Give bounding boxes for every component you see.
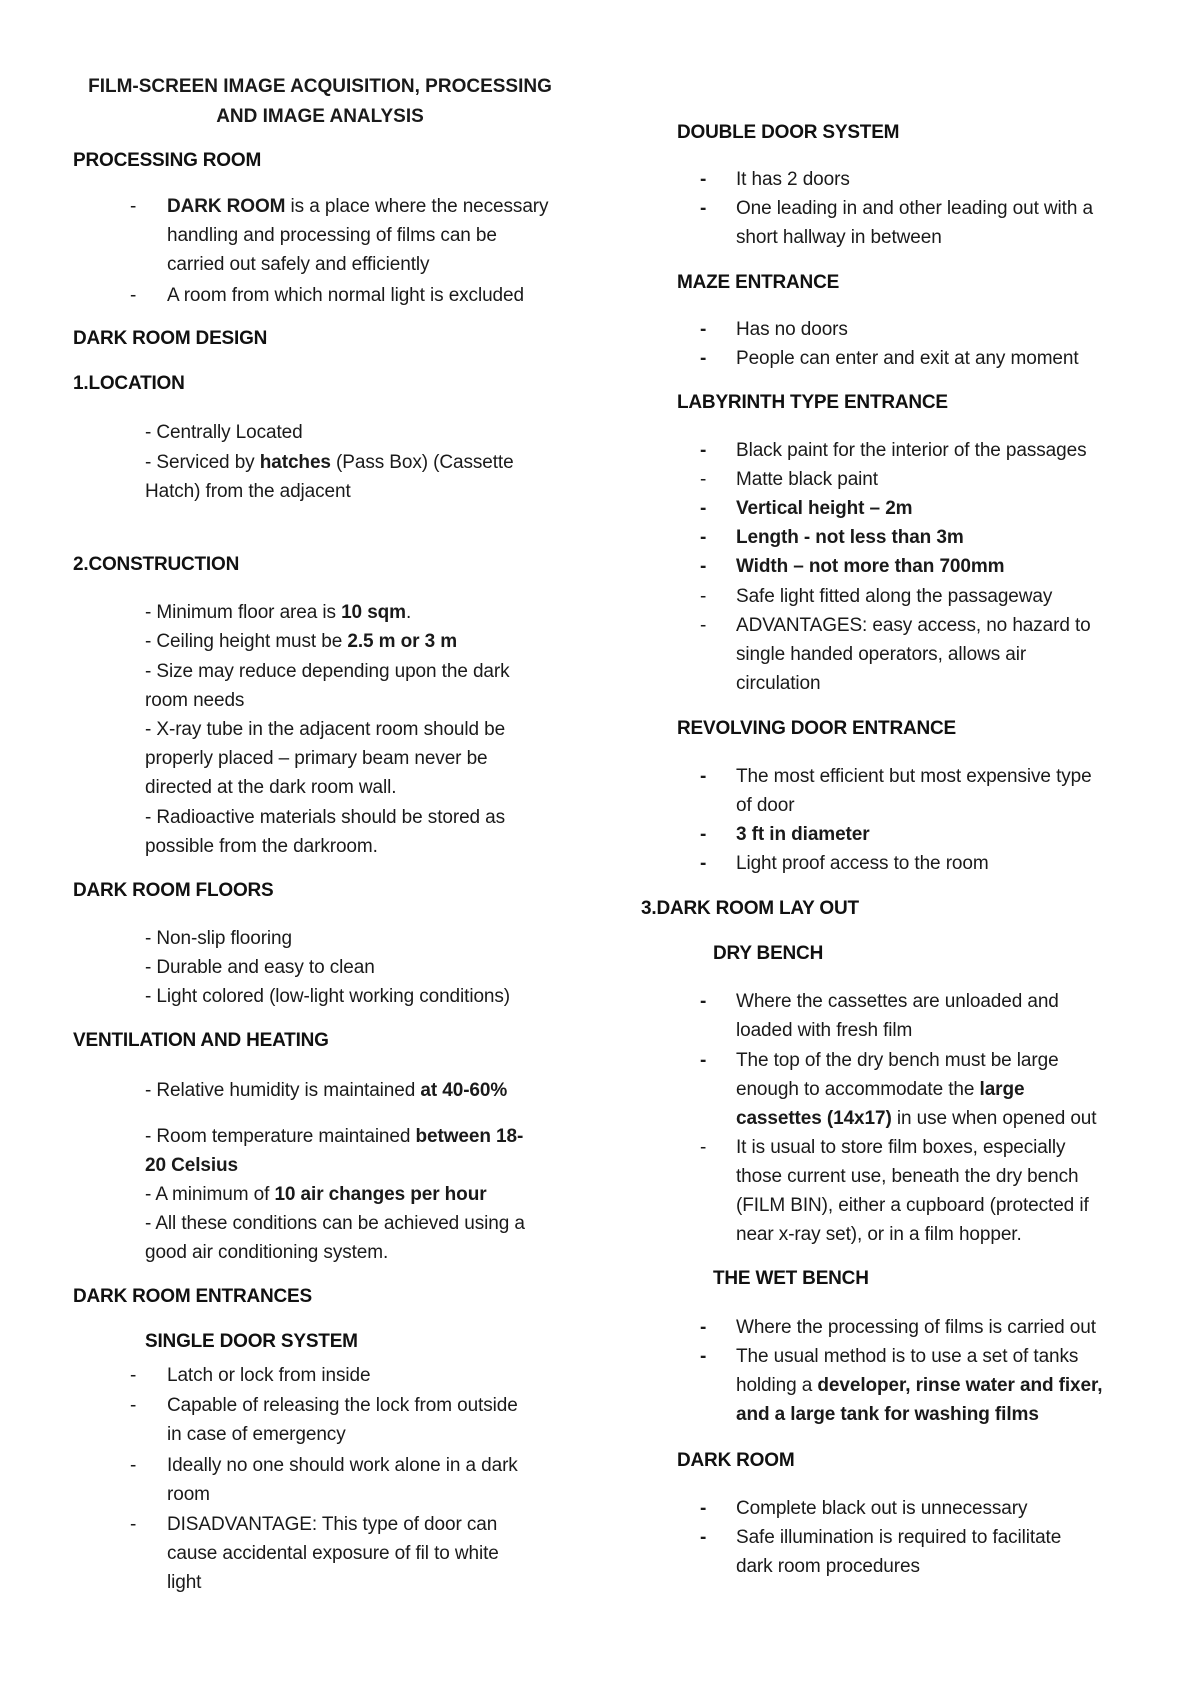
list-item-text: Safe illumination is required to facilitate: [736, 1527, 1062, 1548]
text-line: room needs: [145, 690, 245, 711]
bullet-dash: -: [700, 853, 707, 874]
bullet-dash: -: [700, 824, 707, 845]
text-line: - Durable and easy to clean: [145, 957, 375, 978]
list-item-text: Black paint for the interior of the passages: [736, 440, 1087, 461]
heading-dark-room: DARK ROOM: [677, 1450, 795, 1471]
bullet-dash: -: [130, 285, 137, 306]
text-line: good air conditioning system.: [145, 1242, 389, 1263]
list-item-text: One leading in and other leading out with a: [736, 198, 1093, 219]
text-line: - All these conditions can be achieved using a: [145, 1213, 525, 1234]
list-item-text: enough to accommodate the large: [736, 1079, 1025, 1100]
list-item-text: Vertical height – 2m: [736, 498, 913, 519]
text-line: - Light colored (low-light working conditions): [145, 986, 511, 1007]
text-line: - Non-slip flooring: [145, 928, 292, 949]
list-item-text: (FILM BIN), either a cupboard (protected if: [736, 1195, 1089, 1216]
list-item-text: holding a developer, rinse water and fixer,: [736, 1375, 1103, 1396]
bullet-dash: -: [130, 1395, 137, 1416]
text-line: - Relative humidity is maintained at 40-60%: [145, 1080, 508, 1101]
list-item-text: cassettes (14x17) in use when opened out: [736, 1108, 1097, 1129]
list-item-text: single handed operators, allows air: [736, 644, 1027, 665]
bullet-dash: -: [700, 1050, 707, 1071]
list-item-text: The most efficient but most expensive type: [736, 766, 1092, 787]
list-item-text: Ideally no one should work alone in a dark: [167, 1455, 518, 1476]
list-item-text: Capable of releasing the lock from outside: [167, 1395, 518, 1416]
list-item-text: near x-ray set), or in a film hopper.: [736, 1224, 1022, 1245]
heading-location: 1.LOCATION: [73, 373, 185, 394]
bullet-dash: -: [700, 1498, 707, 1519]
bullet-dash: -: [700, 198, 707, 219]
text-line: - A minimum of 10 air changes per hour: [145, 1184, 487, 1205]
list-item-text: ADVANTAGES: easy access, no hazard to: [736, 615, 1091, 636]
list-item-text: loaded with fresh film: [736, 1020, 913, 1041]
bullet-dash: -: [700, 991, 707, 1012]
bullet-dash: -: [700, 527, 707, 548]
bullet-dash: -: [700, 498, 707, 519]
bullet-dash: -: [700, 586, 707, 607]
list-item-text: cause accidental exposure of fil to white: [167, 1543, 499, 1564]
heading-ventilation: VENTILATION AND HEATING: [73, 1030, 329, 1051]
title-line-1: FILM-SCREEN IMAGE ACQUISITION, PROCESSING: [88, 76, 552, 97]
bullet-dash: -: [700, 1527, 707, 1548]
heading-revolving-door: REVOLVING DOOR ENTRANCE: [677, 718, 957, 739]
list-item-text: Has no doors: [736, 319, 848, 340]
text-line: - Minimum floor area is 10 sqm.: [145, 602, 412, 623]
list-item-text: circulation: [736, 673, 821, 694]
list-item-text: handling and processing of films can be: [167, 225, 497, 246]
list-item-text: and a large tank for washing films: [736, 1404, 1039, 1425]
list-item-text: of door: [736, 795, 795, 816]
heading-dry-bench: DRY BENCH: [713, 943, 824, 964]
list-item-text: in case of emergency: [167, 1424, 346, 1445]
list-item-text: 3 ft in diameter: [736, 824, 870, 845]
text-line: - Centrally Located: [145, 422, 303, 443]
list-item-text: It has 2 doors: [736, 169, 850, 190]
list-item-text: The usual method is to use a set of tanks: [736, 1346, 1079, 1367]
text-line: - Ceiling height must be 2.5 m or 3 m: [145, 631, 458, 652]
heading-dark-room-floors: DARK ROOM FLOORS: [73, 880, 274, 901]
text-line: - Room temperature maintained between 18-: [145, 1126, 524, 1147]
heading-single-door-system: SINGLE DOOR SYSTEM: [145, 1331, 358, 1352]
list-item-text: A room from which normal light is excluded: [167, 285, 524, 306]
bold-term: DARK ROOM: [167, 196, 286, 217]
bullet-dash: -: [700, 440, 707, 461]
list-item-text: room: [167, 1484, 210, 1505]
heading-construction: 2.CONSTRUCTION: [73, 554, 240, 575]
bullet-dash: -: [700, 348, 707, 369]
list-item-text: light: [167, 1572, 202, 1593]
list-item-text: short hallway in between: [736, 227, 942, 248]
bullet-dash: -: [700, 615, 707, 636]
heading-dark-room-layout: 3.DARK ROOM LAY OUT: [641, 898, 859, 919]
bullet-dash: -: [700, 1346, 707, 1367]
bullet-dash: -: [130, 1514, 137, 1535]
document-title: [70, 72, 570, 132]
list-item-text: Length - not less than 3m: [736, 527, 964, 548]
bullet-dash: -: [130, 1455, 137, 1476]
heading-processing-room: PROCESSING ROOM: [73, 150, 262, 171]
text-line: 20 Celsius: [145, 1155, 238, 1176]
heading-double-door-system: DOUBLE DOOR SYSTEM: [677, 122, 900, 143]
list-item-text: carried out safely and efficiently: [167, 254, 430, 275]
text-line: Hatch) from the adjacent: [145, 481, 351, 502]
list-item-text: People can enter and exit at any moment: [736, 348, 1079, 369]
list-item-text: is a place where the necessary: [285, 196, 549, 217]
bullet-dash: -: [700, 319, 707, 340]
title-line-2: AND IMAGE ANALYSIS: [216, 106, 424, 127]
list-item-text: Light proof access to the room: [736, 853, 989, 874]
text-line: directed at the dark room wall.: [145, 777, 397, 798]
bullet-dash: -: [700, 556, 707, 577]
text-line: - X-ray tube in the adjacent room should be: [145, 719, 506, 740]
list-item-text: Complete black out is unnecessary: [736, 1498, 1028, 1519]
list-item-text: Where the processing of films is carried out: [736, 1317, 1096, 1338]
list-item-text: Matte black paint: [736, 469, 878, 490]
list-item-text: dark room procedures: [736, 1556, 920, 1577]
bullet-dash: -: [130, 196, 137, 217]
text-line: properly placed – primary beam never be: [145, 748, 488, 769]
heading-maze-entrance: MAZE ENTRANCE: [677, 272, 840, 293]
heading-dark-room-entrances: DARK ROOM ENTRANCES: [73, 1286, 312, 1307]
list-item-text: DISADVANTAGE: This type of door can: [167, 1514, 498, 1535]
text-line: possible from the darkroom.: [145, 836, 378, 857]
bullet-dash: -: [700, 1317, 707, 1338]
bullet-dash: -: [700, 766, 707, 787]
bullet-dash: -: [700, 169, 707, 190]
bullet-dash: -: [130, 1365, 137, 1386]
list-item-text: Where the cassettes are unloaded and: [736, 991, 1059, 1012]
list-item-text: Width – not more than 700mm: [736, 556, 1005, 577]
list-item-text: Latch or lock from inside: [167, 1365, 371, 1386]
bullet-dash: -: [700, 1137, 707, 1158]
text-line: - Size may reduce depending upon the dark: [145, 661, 510, 682]
text-line: - Serviced by hatches (Pass Box) (Cassette: [145, 452, 514, 473]
list-item-text: Safe light fitted along the passageway: [736, 586, 1053, 607]
bullet-dash: -: [700, 469, 707, 490]
list-item-text: It is usual to store film boxes, especially: [736, 1137, 1066, 1158]
heading-dark-room-design: DARK ROOM DESIGN: [73, 328, 268, 349]
list-item-text: The top of the dry bench must be large: [736, 1050, 1059, 1071]
list-item-text: those current use, beneath the dry bench: [736, 1166, 1079, 1187]
text-line: - Radioactive materials should be stored as: [145, 807, 506, 828]
heading-wet-bench: THE WET BENCH: [713, 1268, 869, 1289]
heading-labyrinth-entrance: LABYRINTH TYPE ENTRANCE: [677, 392, 948, 413]
